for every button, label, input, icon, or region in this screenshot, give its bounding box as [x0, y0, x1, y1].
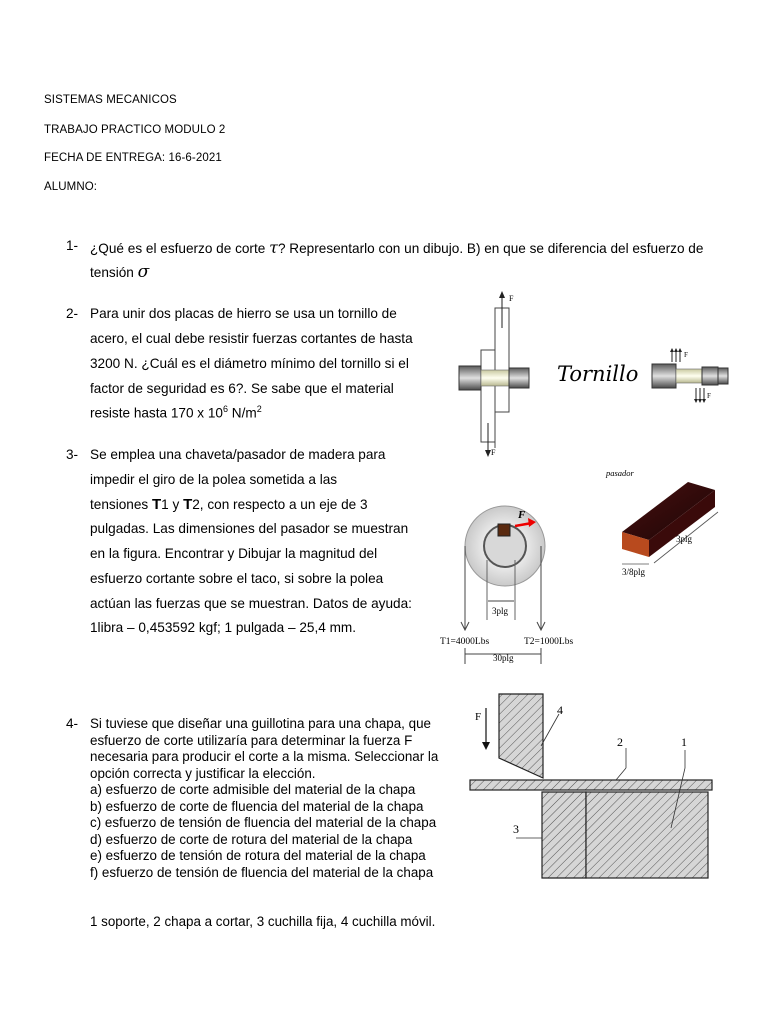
- option-c: c) esfuerzo de tensión de fluencia del material de la chapa: [90, 815, 437, 830]
- question-line: tensión σ: [90, 262, 150, 282]
- question-line: esfuerzo de corte utilizaría para determinar la fuerza F: [90, 733, 413, 748]
- question-line: acero, el cual debe resistir fuerzas cortantes de hasta: [90, 331, 413, 346]
- force-label-small-top: F: [684, 351, 688, 359]
- pulley-figure: [436, 460, 756, 670]
- figure-legend: 1 soporte, 2 chapa a cortar, 3 cuchilla fija, 4 cuchilla móvil.: [90, 914, 436, 929]
- option-d: d) esfuerzo de corte de rotura del material de la chapa: [90, 832, 413, 847]
- question-line: resiste hasta 170 x $10^6$ $N/m^2$: [90, 404, 262, 421]
- question-line: opción correcta y justificar la elección.: [90, 766, 316, 781]
- question-line: necesaria para producir el corte a la misma. Seleccionar la: [90, 749, 439, 764]
- tension-t2: T2=1000Lbs: [524, 637, 574, 647]
- key-width: 3/8plg: [622, 567, 646, 577]
- question-line: factor de seguridad es 6?. Se sabe que el material: [90, 381, 394, 396]
- sigma-symbol: σ: [137, 262, 150, 282]
- option-e: e) esfuerzo de tensión de rotura del material de la chapa: [90, 848, 426, 863]
- question-number: 4-: [66, 716, 79, 731]
- label-2: 2: [617, 735, 623, 749]
- guillotine-force-label: F: [475, 711, 482, 723]
- due-date: FECHA DE ENTREGA: 16-6-2021: [44, 152, 222, 164]
- question-number: 3-: [66, 447, 79, 462]
- question-line: 3200 N. ¿Cuál es el diámetro mínimo del tornillo si el: [90, 356, 409, 371]
- question-line: ¿Qué es el esfuerzo de corte τ? Representarlo con un dibujo. B) en que se diferencia del esfuerzo de: [90, 238, 704, 257]
- option-b: b) esfuerzo de corte de fluencia del material de la chapa: [90, 799, 424, 814]
- bolt-figure: [450, 288, 750, 463]
- assignment-title: TRABAJO PRACTICO MODULO 2: [44, 124, 226, 136]
- student-label: ALUMNO:: [44, 181, 98, 193]
- tau-symbol: τ: [269, 238, 278, 257]
- force-label-bottom: F: [491, 448, 496, 457]
- question-line: actúan las fuerzas que se muestran. Datos de ayuda:: [90, 596, 412, 611]
- question-line: tensiones T1 y T2, con respecto a un eje de 3: [90, 496, 368, 513]
- question-line: Se emplea una chaveta/pasador de madera para: [90, 447, 386, 462]
- force-label-small-bottom: F: [707, 392, 711, 400]
- key-length: 3plg: [676, 534, 693, 544]
- force-label-top: F: [509, 294, 514, 303]
- question-line: 1libra – 0,453592 kgf; 1 pulgada – 25,4 mm.: [90, 620, 357, 635]
- question-line: Para unir dos placas de hierro se usa un tornillo de: [90, 306, 397, 321]
- question-line: impedir el giro de la polea sometida a las: [90, 472, 338, 487]
- tension-t1: T1=4000Lbs: [440, 637, 490, 647]
- guillotine-figure: [466, 688, 718, 884]
- key-title: pasador: [606, 468, 634, 478]
- option-a: a) esfuerzo de corte admisible del material de la chapa: [90, 782, 416, 797]
- label-1: 1: [681, 735, 687, 749]
- subject-title: SISTEMAS MECANICOS: [44, 94, 177, 106]
- question-line: pulgadas. Las dimensiones del pasador se muestran: [90, 521, 409, 536]
- question-line: Si tuviese que diseñar una guillotina para una chapa, que: [90, 716, 431, 731]
- question-line: esfuerzo cortante sobre el taco, si sobre la polea: [90, 571, 384, 586]
- shaft-dimension: 3plg: [492, 606, 509, 616]
- question-number: 1-: [66, 238, 79, 253]
- label-3: 3: [513, 822, 519, 836]
- option-f: f) esfuerzo de tensión de fluencia del material de la chapa: [90, 865, 434, 880]
- bolt-title: Tornillo: [557, 362, 639, 386]
- label-4: 4: [557, 703, 563, 717]
- question-line: en la figura. Encontrar y Dibujar la magnitud del: [90, 546, 378, 561]
- pulley-force-label: F: [518, 509, 526, 521]
- diameter-dimension: 30plg: [493, 653, 514, 663]
- question-number: 2-: [66, 306, 79, 321]
